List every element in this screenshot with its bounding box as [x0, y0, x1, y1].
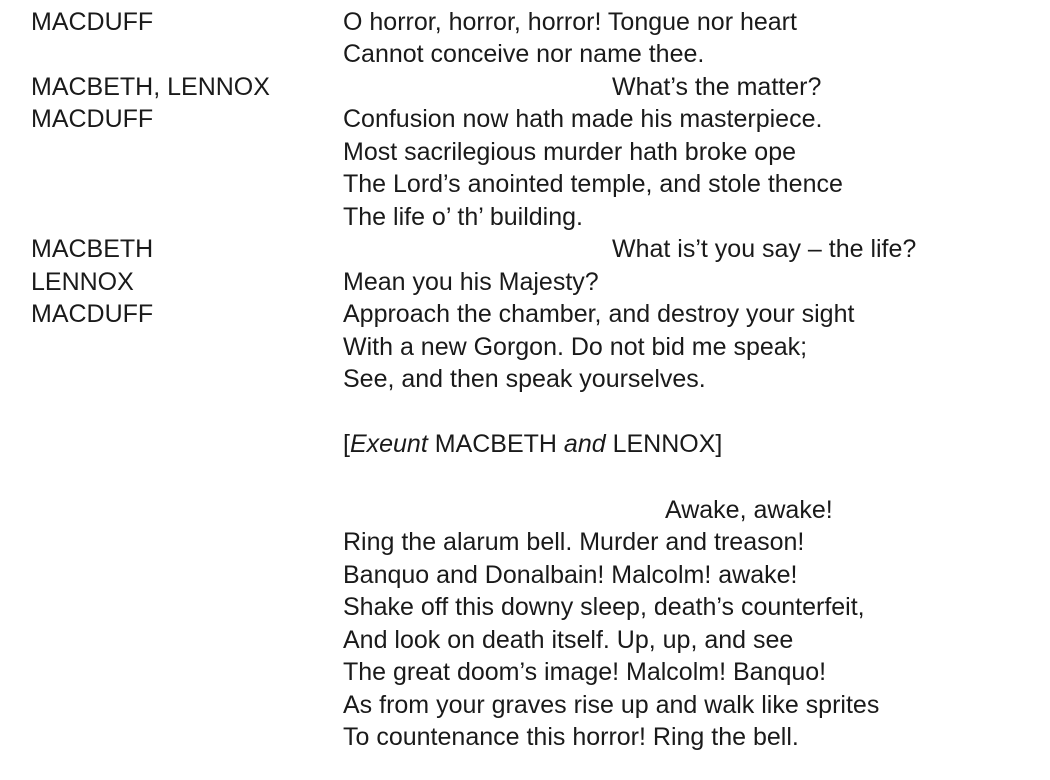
- dialogue-line: [0, 689, 1050, 721]
- dialogue-line: [0, 656, 1050, 688]
- dialogue-line: [0, 363, 1050, 395]
- dialogue-line: [0, 103, 1050, 135]
- verse-text: Confusion now hath made his masterpiece.: [343, 105, 823, 133]
- dialogue-line: [0, 201, 1050, 233]
- dialogue-line: [0, 559, 1050, 591]
- dialogue-line: [0, 136, 1050, 168]
- verse-text: Shake off this downy sleep, death’s counterfeit,: [343, 593, 865, 621]
- verse-text: The great doom’s image! Malcolm! Banquo!: [343, 658, 827, 686]
- stage-direction-text: [343, 428, 722, 460]
- stage-verb: Exeunt: [349, 430, 428, 458]
- dialogue-line: [0, 298, 1050, 330]
- dialogue-line: [0, 6, 1050, 38]
- dialogue-line: [0, 624, 1050, 656]
- dialogue-line: [0, 331, 1050, 363]
- verse-text: See, and then speak yourselves.: [343, 365, 706, 393]
- stage-name: LENNOX: [605, 430, 716, 458]
- verse-text: Awake, awake!: [665, 496, 833, 524]
- stage-name: MACBETH: [427, 430, 564, 458]
- dialogue-line: [0, 233, 1050, 265]
- dialogue-line: [0, 526, 1050, 558]
- speaker-name: LENNOX: [31, 268, 134, 296]
- verse-text: And look on death itself. Up, up, and see: [343, 626, 794, 654]
- verse-text: Most sacrilegious murder hath broke ope: [343, 138, 797, 166]
- verse-text: To countenance this horror! Ring the bell.: [343, 723, 799, 751]
- dialogue-line: [0, 168, 1050, 200]
- speaker-name: MACDUFF: [31, 105, 154, 133]
- dialogue-line: [0, 38, 1050, 70]
- speaker-name: MACBETH, LENNOX: [31, 73, 270, 101]
- verse-text: Mean you his Majesty?: [343, 268, 599, 296]
- verse-text: As from your graves rise up and walk like sprites: [343, 691, 880, 719]
- stage-direction: [0, 428, 1050, 460]
- verse-text: What’s the matter?: [612, 73, 822, 101]
- stage-conjunction: and: [563, 430, 606, 458]
- dialogue-line: [0, 71, 1050, 103]
- verse-text: The Lord’s anointed temple, and stole thence: [343, 170, 843, 198]
- verse-text: With a new Gorgon. Do not bid me speak;: [343, 333, 808, 361]
- dialogue-line: [0, 494, 1050, 526]
- verse-text: Ring the alarum bell. Murder and treason!: [343, 528, 805, 556]
- dialogue-line: [0, 721, 1050, 753]
- speaker-name: MACDUFF: [31, 300, 154, 328]
- verse-text: What is’t you say – the life?: [612, 235, 917, 263]
- verse-text: The life o’ th’ building.: [343, 203, 583, 231]
- verse-text: Approach the chamber, and destroy your sight: [343, 300, 855, 328]
- verse-text: O horror, horror, horror! Tongue nor heart: [343, 8, 797, 36]
- speaker-name: MACDUFF: [31, 8, 154, 36]
- dialogue-line: [0, 266, 1050, 298]
- bracket-open: [: [343, 430, 350, 458]
- verse-text: Banquo and Donalbain! Malcolm! awake!: [343, 561, 798, 589]
- dialogue-line: [0, 591, 1050, 623]
- speaker-name: MACBETH: [31, 235, 154, 263]
- bracket-close: ]: [715, 430, 723, 458]
- verse-text: Cannot conceive nor name thee.: [343, 40, 705, 68]
